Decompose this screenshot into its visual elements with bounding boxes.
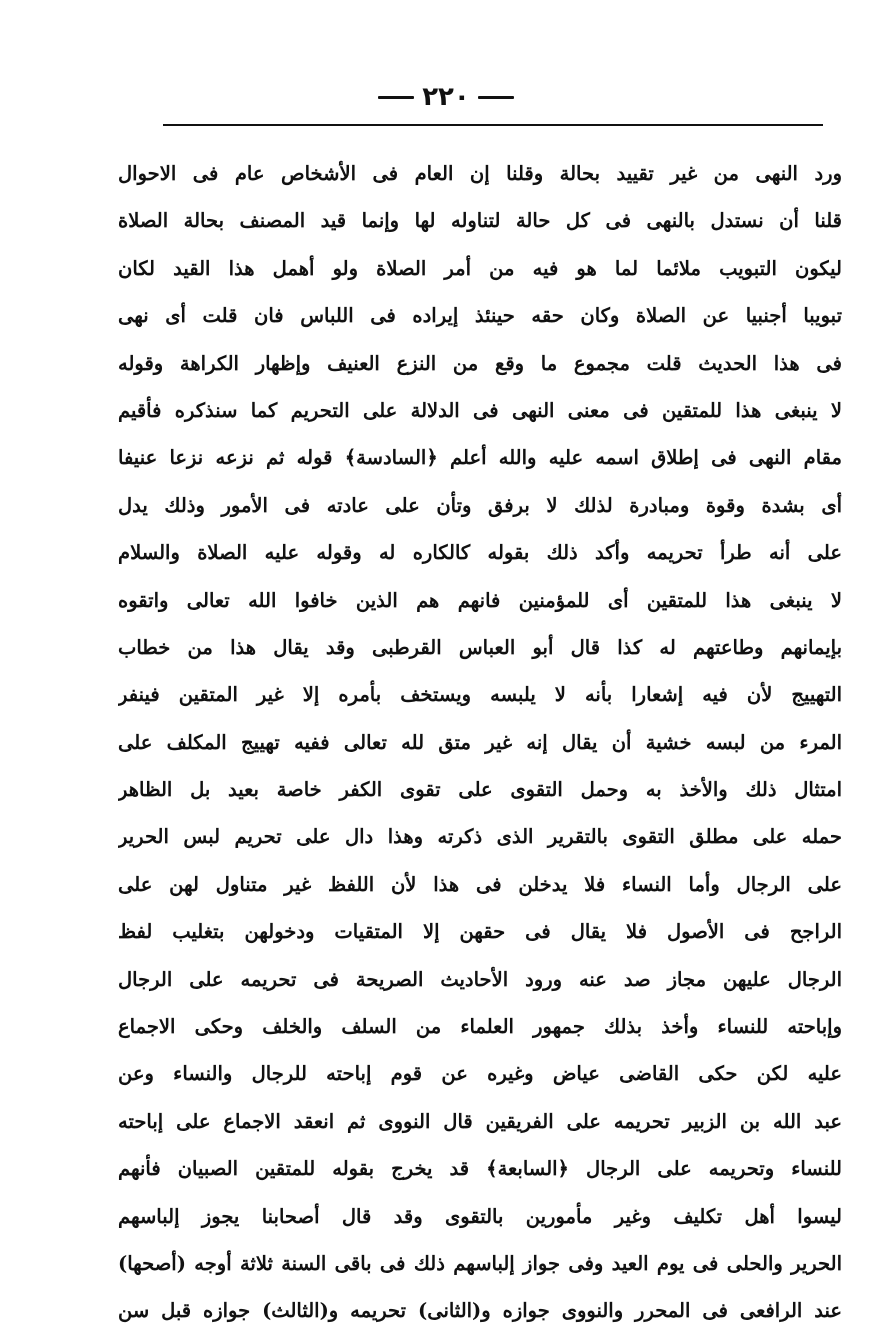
text-line: تبويبا أجنبيا عن الصلاة وكان حقه حينئذ إيراده فى اللباس فان قلت أى نهى: [118, 304, 842, 328]
text-line: الرجال عليهن مجاز صد عنه ورود الأحاديث الصريحة فى تحريمه على الرجال: [118, 967, 842, 991]
text-line: ورد النهى من غير تقييد بحالة وقلنا إن العام فى الأشخاص عام فى الاحوال: [118, 162, 842, 185]
text-line: الراجح فى الأصول فلا يقال فى حقهن إلا المتقيات ودخولهن بتغليب لفظ: [118, 920, 842, 944]
text-line: ليكون التبويب ملائما لما هو فيه من أمر الصلاة ولو أهمل هذا القيد لكان: [118, 256, 842, 280]
text-line: على أنه طرأ تحريمه وأكد ذلك بقوله كالكاره له وقوله عليه الصلاة والسلام: [118, 541, 842, 565]
body-text: [118, 150, 842, 1335]
page-number: ٢٢٠: [422, 82, 470, 112]
text-line: قلنا أن نستدل بالنهى فى كل حالة لتناوله لها وإنما قيد المصنف بحالة الصلاة: [118, 209, 842, 233]
header-rule: [163, 124, 823, 126]
text-line: وإباحته للنساء وأخذ بذلك جمهور العلماء من السلف والخلف وحكى الاجماع: [118, 1015, 842, 1039]
page-number-dash-right: [478, 96, 514, 99]
text-line: مقام النهى فى إطلاق اسمه عليه والله أعلم ﴿السادسة﴾ قوله ثم نزعه نزعا عنيفا: [118, 446, 842, 470]
text-line: امتثال ذلك والأخذ به وحمل التقوى على تقوى الكفر خاصة بعيد بل الظاهر: [118, 778, 842, 802]
text-line: حمله على مطلق التقوى بالتقرير الذى ذكرته وهذا دال على تحريم لبس الحرير: [118, 825, 842, 849]
text-line: عبد الله بن الزبير تحريمه على الفريقين قال النووى ثم انعقد الاجماع على إباحته: [118, 1109, 842, 1133]
text-line: الحرير والحلى فى يوم العيد وفى جواز إلباسهم ذلك فى باقى السنة ثلاثة أوجه (أصحها): [118, 1251, 842, 1275]
text-line: على الرجال وأما النساء فلا يدخلن فى هذا لأن اللفظ غير متناول لهن على: [118, 872, 842, 896]
text-line: فى هذا الحديث قلت مجموع ما وقع من النزع العنيف وإظهار الكراهة وقوله: [118, 351, 842, 375]
text-line: بإيمانهم وطاعتهم له كذا قال أبو العباس القرطبى وقد يقال هذا من خطاب: [118, 635, 842, 659]
text-line: عند الرافعى فى المحرر والنووى جوازه و(الثانى) تحريمه و(الثالث) جوازه قبل سن: [118, 1299, 842, 1323]
text-line: لا ينبغى هذا للمتقين فى معنى النهى فى الدلالة على التحريم كما سنذكره فأقيم: [118, 398, 842, 422]
text-line: المرء من لبسه خشية أن يقال إنه غير متق لله تعالى ففيه تهييج المكلف على: [118, 730, 842, 754]
text-line: التهييج لأن فيه إشعارا بأنه لا يلبسه ويستخف بأمره إلا غير المتقين فينفر: [118, 683, 842, 707]
page-number-group: [378, 82, 514, 112]
page-number-dash-left: [378, 96, 414, 99]
text-line: لا ينبغى هذا للمتقين أى للمؤمنين فانهم هم الذين خافوا الله تعالى واتقوه: [118, 588, 842, 612]
text-line: للنساء وتحريمه على الرجال ﴿السابعة﴾ قد يخرج بقوله للمتقين الصبيان فأنهم: [118, 1157, 842, 1181]
text-line: ليسوا أهل تكليف وغير مأمورين بالتقوى وقد قال أصحابنا يجوز إلباسهم: [118, 1204, 842, 1228]
page-header: [0, 82, 892, 122]
text-line: أى بشدة وقوة ومبادرة لذلك لا برفق وتأن على عادته فى الأمور وذلك يدل: [118, 493, 842, 517]
text-line: عليه لكن حكى القاضى عياض وغيره عن قوم إباحته للرجال والنساء وعن: [118, 1062, 842, 1086]
